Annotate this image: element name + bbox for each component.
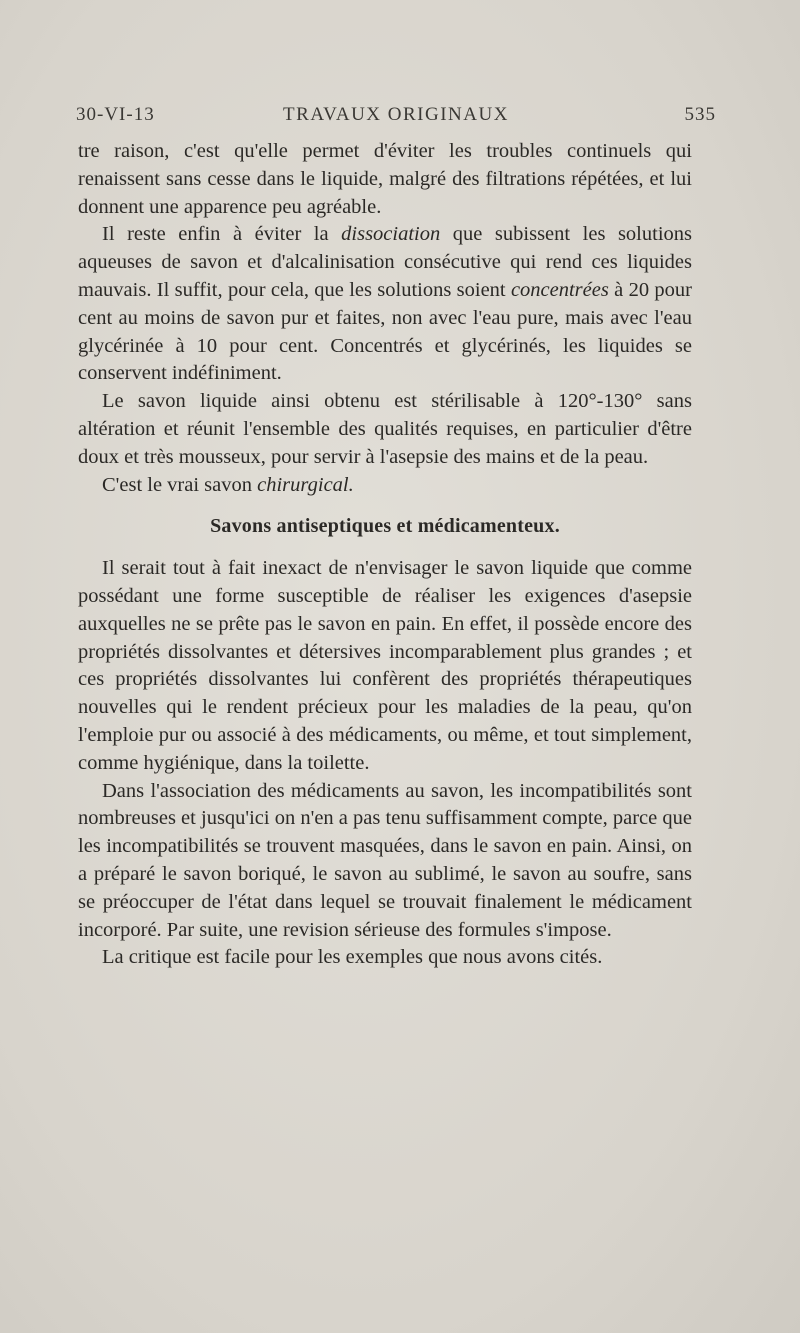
paragraph-6: Dans l'association des médicaments au savon, les incompatibilités sont nombreuses et jusqu'ici on n'en a pas tenu suffisamment compte, parce que les incompatibilités se trouvent masquées, dans le savon en pain. Ainsi, on a préparé le savon boriqué, le savon au sublimé, le savon au soufre, sans se préoccuper de l'état dans lequel se trouvait finalement le médicament incorporé. Par suite, une revision sérieuse des formules s'impose. [78,779,692,941]
paragraph-5: Il serait tout à fait inexact de n'envisager le savon liquide que comme possédant une forme susceptible de réaliser les exigences d'asepsie auxquelles ne se prête pas le savon en pain. En effet, il possède encore des propriétés dissolvantes et détersives incomparablement plus grandes ; et ces propriétés dissolvantes lui confèrent des propriétés thérapeutiques nouvelles qui le rendent précieux pour les maladies de la peau, qu'on l'emploie pur ou associé à des médicaments, ou même, et tout simplement, comme hygiénique, dans la toilette. [78,557,692,774]
paragraph-7: La critique est facile pour les exemples que nous avons cités. [102,946,603,969]
paragraph-4-part-a: C'est le vrai savon [102,473,258,496]
paragraph-3: Le savon liquide ainsi obtenu est stérilisable à 120°-130° sans altération et réunit l'ensemble des qualités requises, en particulier d'être doux et très mousseux, pour servir à l'asepsie des mains et de la peau. [78,390,692,468]
running-header [76,104,716,134]
section-title: Savons antiseptiques et médicamenteux. [210,515,560,538]
body-text [78,138,692,972]
term-chirurgical: chirurgical. [257,473,354,496]
page-number: 535 [684,104,716,125]
header-title: TRAVAUX ORIGINAUX [283,104,509,125]
paragraph-2 [78,221,692,388]
term-dissociation: dissociation [341,223,441,246]
paragraph-2-part-c: à 20 pour cent au moins de savon pur et faites, non avec l'eau pure, mais avec l'eau glycérinée à 10 pour cent. Concentrés et glycérinés, les liquides se conservent indéfiniment. [78,278,692,385]
paragraph-4 [78,472,692,500]
paragraph-2-part-a: Il reste enfin à éviter la [102,223,342,246]
paragraph-1: tre raison, c'est qu'elle permet d'éviter les troubles continuels qui renaissent sans cesse dans le liquide, malgré des filtrations répétées, et lui donnent une apparence peu agréable. [78,140,692,218]
header-date: 30-VI-13 [76,104,155,125]
paragraph-2-part-b: que subissent les solutions aqueuses de savon et d'alcalinisation consécutive qui rend ces liquides mauvais. Il suffit, pour cela, que les solutions soient [78,223,692,301]
term-concentrees: concentrées [510,278,609,301]
